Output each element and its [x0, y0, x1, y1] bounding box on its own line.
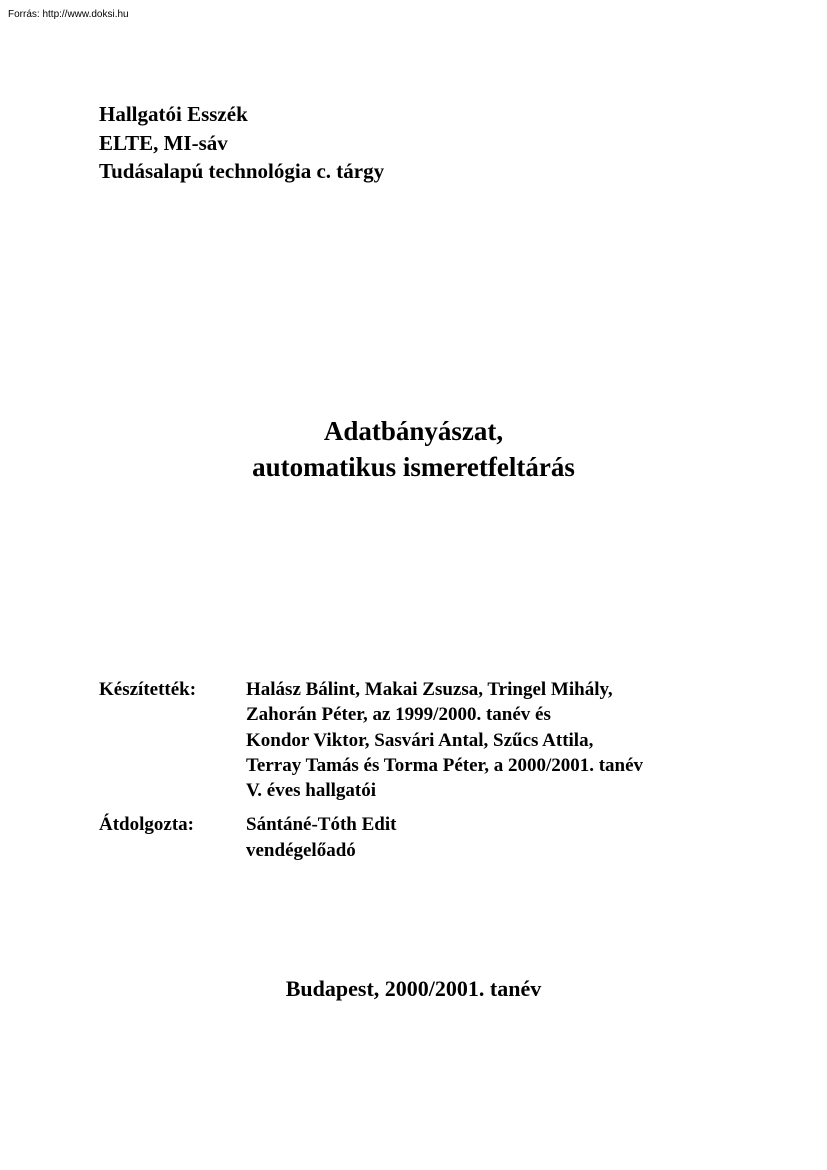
- revised-line: Sántáné-Tóth Edit: [246, 814, 397, 836]
- authors-line: Zahorán Péter, az 1999/2000. tanév és: [246, 704, 551, 726]
- authors-list: [246, 677, 643, 803]
- title-line-2: automatikus ismeretfeltárás: [252, 452, 575, 482]
- document-title: [0, 413, 827, 485]
- header-line-university: ELTE, MI-sáv: [99, 130, 228, 155]
- authors-label: Készítették:: [99, 679, 197, 700]
- credits-section: [99, 677, 643, 863]
- header-line-institution-type: Hallgatói Esszék: [99, 102, 248, 126]
- authors-line: Terray Tamás és Torma Péter, a 2000/2001. tanév: [246, 754, 644, 776]
- authors-line: V. éves hallgatói: [246, 780, 377, 802]
- source-note: Forrás: http://www.doksi.hu: [8, 9, 129, 20]
- header-block: [99, 100, 384, 186]
- authors-row: [99, 677, 643, 803]
- revised-list: [246, 812, 396, 863]
- place-and-date: Budapest, 2000/2001. tanév: [285, 976, 542, 1001]
- title-line-1: Adatbányászat,: [323, 416, 504, 446]
- authors-line: Halász Bálint, Makai Zsuzsa, Tringel Mihály,: [246, 679, 613, 700]
- header-line-course: Tudásalapú technológia c. tárgy: [99, 159, 385, 183]
- revised-label: Átdolgozta:: [99, 814, 194, 836]
- revised-line: vendégelőadó: [246, 839, 356, 861]
- authors-line: Kondor Viktor, Sasvári Antal, Szűcs Attila,: [246, 729, 594, 751]
- revised-row: [99, 812, 643, 863]
